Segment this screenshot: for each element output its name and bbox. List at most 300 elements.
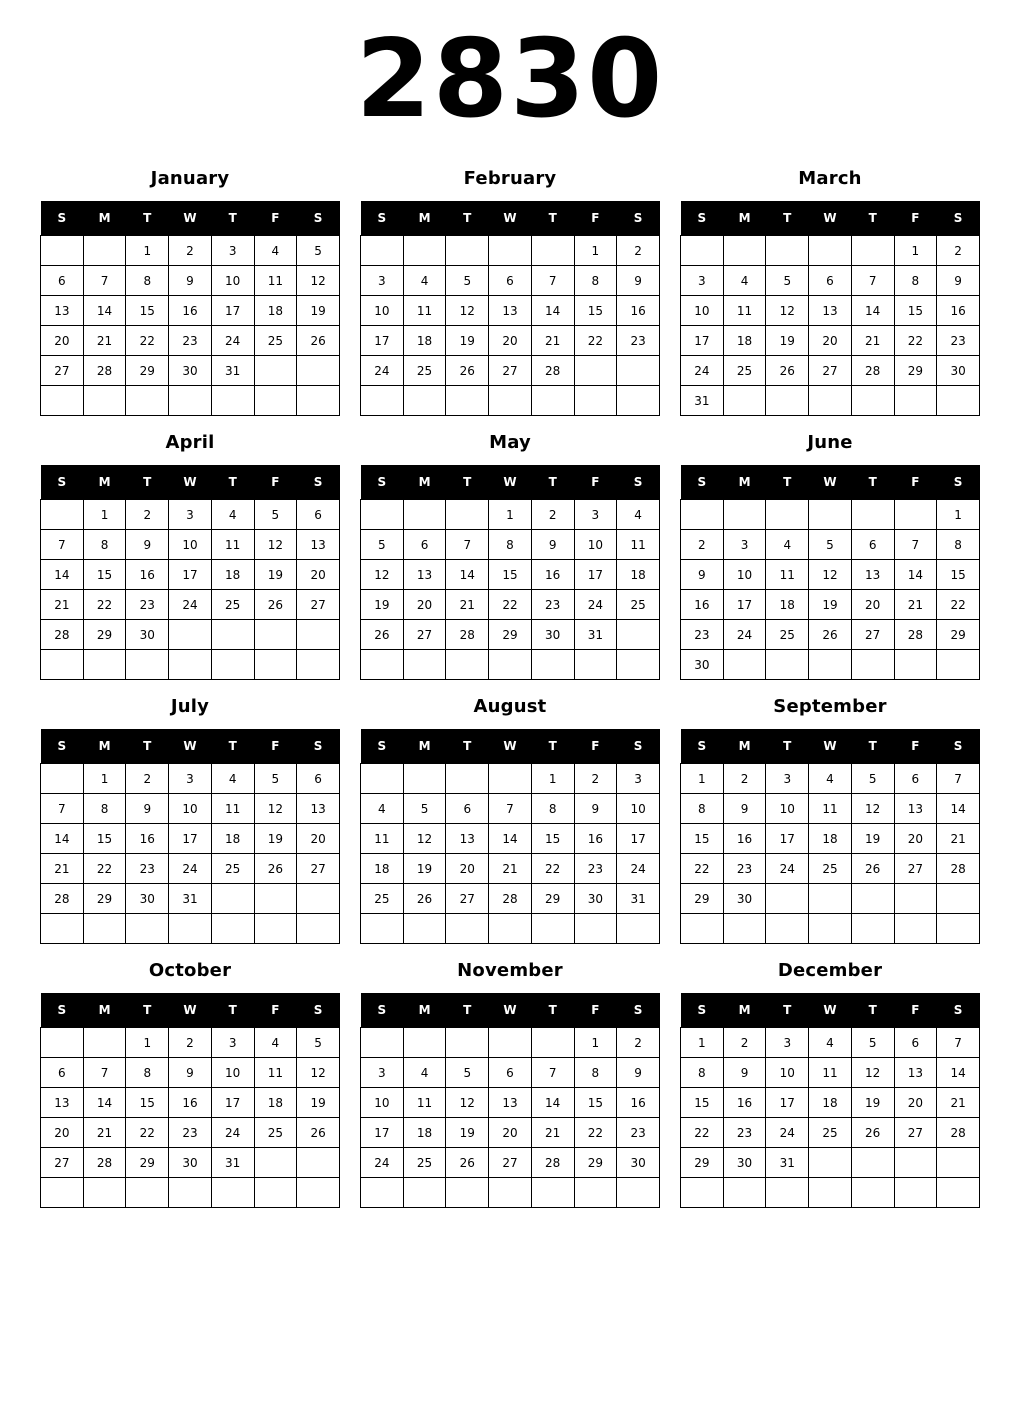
- day-cell[interactable]: 2: [126, 500, 169, 530]
- day-cell[interactable]: 27: [894, 1118, 937, 1148]
- day-cell[interactable]: 19: [766, 326, 809, 356]
- day-cell[interactable]: 26: [766, 356, 809, 386]
- day-cell[interactable]: 30: [126, 884, 169, 914]
- day-cell[interactable]: 4: [809, 764, 852, 794]
- day-cell[interactable]: 2: [617, 1028, 660, 1058]
- day-cell[interactable]: 4: [723, 266, 766, 296]
- day-cell[interactable]: 11: [723, 296, 766, 326]
- day-cell[interactable]: 13: [489, 296, 532, 326]
- day-cell[interactable]: 4: [766, 530, 809, 560]
- day-cell[interactable]: 1: [126, 1028, 169, 1058]
- day-cell[interactable]: 17: [766, 1088, 809, 1118]
- day-cell[interactable]: 14: [83, 296, 126, 326]
- day-cell[interactable]: 8: [126, 1058, 169, 1088]
- day-cell[interactable]: 22: [126, 1118, 169, 1148]
- day-cell[interactable]: 9: [126, 794, 169, 824]
- day-cell[interactable]: 18: [809, 1088, 852, 1118]
- day-cell[interactable]: 24: [766, 854, 809, 884]
- day-cell[interactable]: 23: [531, 590, 574, 620]
- day-cell[interactable]: 4: [211, 764, 254, 794]
- day-cell[interactable]: 24: [361, 1148, 404, 1178]
- day-cell[interactable]: 1: [574, 1028, 617, 1058]
- day-cell[interactable]: 30: [681, 650, 724, 680]
- day-cell[interactable]: 21: [531, 1118, 574, 1148]
- day-cell[interactable]: 21: [937, 824, 980, 854]
- day-cell[interactable]: 1: [894, 236, 937, 266]
- day-cell[interactable]: 27: [489, 356, 532, 386]
- day-cell[interactable]: 25: [617, 590, 660, 620]
- day-cell[interactable]: 21: [41, 854, 84, 884]
- day-cell[interactable]: 21: [531, 326, 574, 356]
- day-cell[interactable]: 6: [446, 794, 489, 824]
- day-cell[interactable]: 2: [681, 530, 724, 560]
- day-cell[interactable]: 10: [681, 296, 724, 326]
- day-cell[interactable]: 19: [297, 296, 340, 326]
- day-cell[interactable]: 7: [41, 794, 84, 824]
- day-cell[interactable]: 26: [851, 854, 894, 884]
- day-cell[interactable]: 17: [766, 824, 809, 854]
- day-cell[interactable]: 26: [446, 1148, 489, 1178]
- day-cell[interactable]: 1: [937, 500, 980, 530]
- day-cell[interactable]: 11: [254, 1058, 297, 1088]
- day-cell[interactable]: 10: [574, 530, 617, 560]
- day-cell[interactable]: 27: [297, 590, 340, 620]
- day-cell[interactable]: 7: [41, 530, 84, 560]
- day-cell[interactable]: 20: [41, 326, 84, 356]
- day-cell[interactable]: 4: [403, 266, 446, 296]
- day-cell[interactable]: 17: [723, 590, 766, 620]
- day-cell[interactable]: 11: [211, 794, 254, 824]
- day-cell[interactable]: 27: [809, 356, 852, 386]
- day-cell[interactable]: 18: [723, 326, 766, 356]
- day-cell[interactable]: 16: [531, 560, 574, 590]
- day-cell[interactable]: 29: [894, 356, 937, 386]
- day-cell[interactable]: 6: [851, 530, 894, 560]
- day-cell[interactable]: 15: [83, 560, 126, 590]
- day-cell[interactable]: 3: [723, 530, 766, 560]
- day-cell[interactable]: 23: [681, 620, 724, 650]
- day-cell[interactable]: 22: [894, 326, 937, 356]
- day-cell[interactable]: 26: [809, 620, 852, 650]
- day-cell[interactable]: 21: [83, 1118, 126, 1148]
- day-cell[interactable]: 3: [361, 1058, 404, 1088]
- day-cell[interactable]: 26: [361, 620, 404, 650]
- day-cell[interactable]: 17: [617, 824, 660, 854]
- day-cell[interactable]: 15: [83, 824, 126, 854]
- day-cell[interactable]: 22: [937, 590, 980, 620]
- day-cell[interactable]: 23: [126, 590, 169, 620]
- day-cell[interactable]: 19: [446, 1118, 489, 1148]
- day-cell[interactable]: 5: [254, 764, 297, 794]
- day-cell[interactable]: 6: [894, 764, 937, 794]
- day-cell[interactable]: 13: [446, 824, 489, 854]
- day-cell[interactable]: 22: [531, 854, 574, 884]
- day-cell[interactable]: 14: [41, 824, 84, 854]
- day-cell[interactable]: 14: [531, 1088, 574, 1118]
- day-cell[interactable]: 7: [937, 764, 980, 794]
- day-cell[interactable]: 13: [894, 794, 937, 824]
- day-cell[interactable]: 29: [83, 620, 126, 650]
- day-cell[interactable]: 3: [766, 1028, 809, 1058]
- day-cell[interactable]: 18: [403, 326, 446, 356]
- day-cell[interactable]: 11: [809, 794, 852, 824]
- day-cell[interactable]: 12: [446, 296, 489, 326]
- day-cell[interactable]: 9: [531, 530, 574, 560]
- day-cell[interactable]: 21: [489, 854, 532, 884]
- day-cell[interactable]: 10: [169, 794, 212, 824]
- day-cell[interactable]: 7: [531, 266, 574, 296]
- day-cell[interactable]: 9: [574, 794, 617, 824]
- day-cell[interactable]: 30: [723, 884, 766, 914]
- day-cell[interactable]: 24: [766, 1118, 809, 1148]
- day-cell[interactable]: 24: [723, 620, 766, 650]
- day-cell[interactable]: 18: [211, 824, 254, 854]
- day-cell[interactable]: 12: [766, 296, 809, 326]
- day-cell[interactable]: 21: [937, 1088, 980, 1118]
- day-cell[interactable]: 15: [681, 824, 724, 854]
- day-cell[interactable]: 9: [617, 266, 660, 296]
- day-cell[interactable]: 1: [83, 764, 126, 794]
- day-cell[interactable]: 4: [254, 1028, 297, 1058]
- day-cell[interactable]: 5: [851, 1028, 894, 1058]
- day-cell[interactable]: 15: [574, 1088, 617, 1118]
- day-cell[interactable]: 8: [126, 266, 169, 296]
- day-cell[interactable]: 29: [126, 1148, 169, 1178]
- day-cell[interactable]: 20: [297, 824, 340, 854]
- day-cell[interactable]: 31: [681, 386, 724, 416]
- day-cell[interactable]: 11: [403, 296, 446, 326]
- day-cell[interactable]: 23: [574, 854, 617, 884]
- day-cell[interactable]: 20: [894, 1088, 937, 1118]
- day-cell[interactable]: 17: [211, 1088, 254, 1118]
- day-cell[interactable]: 28: [41, 620, 84, 650]
- day-cell[interactable]: 20: [297, 560, 340, 590]
- day-cell[interactable]: 5: [297, 236, 340, 266]
- day-cell[interactable]: 15: [126, 296, 169, 326]
- day-cell[interactable]: 23: [723, 854, 766, 884]
- day-cell[interactable]: 8: [83, 794, 126, 824]
- day-cell[interactable]: 12: [446, 1088, 489, 1118]
- day-cell[interactable]: 27: [41, 356, 84, 386]
- day-cell[interactable]: 12: [851, 794, 894, 824]
- day-cell[interactable]: 14: [531, 296, 574, 326]
- day-cell[interactable]: 6: [809, 266, 852, 296]
- day-cell[interactable]: 16: [169, 1088, 212, 1118]
- day-cell[interactable]: 9: [617, 1058, 660, 1088]
- day-cell[interactable]: 17: [361, 326, 404, 356]
- day-cell[interactable]: 12: [297, 1058, 340, 1088]
- day-cell[interactable]: 13: [809, 296, 852, 326]
- day-cell[interactable]: 10: [169, 530, 212, 560]
- day-cell[interactable]: 28: [937, 1118, 980, 1148]
- day-cell[interactable]: 26: [254, 854, 297, 884]
- day-cell[interactable]: 3: [681, 266, 724, 296]
- day-cell[interactable]: 14: [894, 560, 937, 590]
- day-cell[interactable]: 19: [254, 824, 297, 854]
- day-cell[interactable]: 9: [126, 530, 169, 560]
- day-cell[interactable]: 29: [531, 884, 574, 914]
- day-cell[interactable]: 9: [681, 560, 724, 590]
- day-cell[interactable]: 13: [41, 296, 84, 326]
- day-cell[interactable]: 2: [126, 764, 169, 794]
- day-cell[interactable]: 9: [937, 266, 980, 296]
- day-cell[interactable]: 14: [83, 1088, 126, 1118]
- day-cell[interactable]: 7: [489, 794, 532, 824]
- day-cell[interactable]: 28: [489, 884, 532, 914]
- day-cell[interactable]: 9: [169, 266, 212, 296]
- day-cell[interactable]: 6: [297, 764, 340, 794]
- day-cell[interactable]: 3: [766, 764, 809, 794]
- day-cell[interactable]: 21: [851, 326, 894, 356]
- day-cell[interactable]: 18: [211, 560, 254, 590]
- day-cell[interactable]: 2: [723, 764, 766, 794]
- day-cell[interactable]: 8: [489, 530, 532, 560]
- day-cell[interactable]: 2: [723, 1028, 766, 1058]
- day-cell[interactable]: 13: [297, 530, 340, 560]
- day-cell[interactable]: 16: [126, 560, 169, 590]
- day-cell[interactable]: 15: [489, 560, 532, 590]
- day-cell[interactable]: 8: [894, 266, 937, 296]
- day-cell[interactable]: 25: [809, 854, 852, 884]
- day-cell[interactable]: 9: [169, 1058, 212, 1088]
- day-cell[interactable]: 23: [169, 1118, 212, 1148]
- day-cell[interactable]: 24: [574, 590, 617, 620]
- day-cell[interactable]: 19: [809, 590, 852, 620]
- day-cell[interactable]: 30: [126, 620, 169, 650]
- day-cell[interactable]: 19: [851, 1088, 894, 1118]
- day-cell[interactable]: 6: [297, 500, 340, 530]
- day-cell[interactable]: 22: [83, 854, 126, 884]
- day-cell[interactable]: 24: [617, 854, 660, 884]
- day-cell[interactable]: 5: [446, 1058, 489, 1088]
- day-cell[interactable]: 15: [126, 1088, 169, 1118]
- day-cell[interactable]: 16: [937, 296, 980, 326]
- day-cell[interactable]: 8: [83, 530, 126, 560]
- day-cell[interactable]: 19: [851, 824, 894, 854]
- day-cell[interactable]: 31: [617, 884, 660, 914]
- day-cell[interactable]: 2: [617, 236, 660, 266]
- day-cell[interactable]: 11: [809, 1058, 852, 1088]
- day-cell[interactable]: 25: [361, 884, 404, 914]
- day-cell[interactable]: 20: [446, 854, 489, 884]
- day-cell[interactable]: 20: [403, 590, 446, 620]
- day-cell[interactable]: 24: [211, 326, 254, 356]
- day-cell[interactable]: 26: [851, 1118, 894, 1148]
- day-cell[interactable]: 24: [169, 854, 212, 884]
- day-cell[interactable]: 20: [489, 326, 532, 356]
- day-cell[interactable]: 31: [211, 356, 254, 386]
- day-cell[interactable]: 30: [574, 884, 617, 914]
- day-cell[interactable]: 26: [403, 884, 446, 914]
- day-cell[interactable]: 19: [297, 1088, 340, 1118]
- day-cell[interactable]: 10: [361, 1088, 404, 1118]
- day-cell[interactable]: 11: [766, 560, 809, 590]
- day-cell[interactable]: 4: [254, 236, 297, 266]
- day-cell[interactable]: 6: [894, 1028, 937, 1058]
- day-cell[interactable]: 26: [254, 590, 297, 620]
- day-cell[interactable]: 18: [766, 590, 809, 620]
- day-cell[interactable]: 1: [681, 764, 724, 794]
- day-cell[interactable]: 6: [403, 530, 446, 560]
- day-cell[interactable]: 28: [937, 854, 980, 884]
- day-cell[interactable]: 28: [41, 884, 84, 914]
- day-cell[interactable]: 28: [531, 356, 574, 386]
- day-cell[interactable]: 18: [617, 560, 660, 590]
- day-cell[interactable]: 2: [169, 1028, 212, 1058]
- day-cell[interactable]: 31: [169, 884, 212, 914]
- day-cell[interactable]: 1: [489, 500, 532, 530]
- day-cell[interactable]: 22: [681, 1118, 724, 1148]
- day-cell[interactable]: 12: [851, 1058, 894, 1088]
- day-cell[interactable]: 22: [574, 1118, 617, 1148]
- day-cell[interactable]: 22: [574, 326, 617, 356]
- day-cell[interactable]: 17: [574, 560, 617, 590]
- day-cell[interactable]: 29: [681, 884, 724, 914]
- day-cell[interactable]: 19: [446, 326, 489, 356]
- day-cell[interactable]: 28: [446, 620, 489, 650]
- day-cell[interactable]: 27: [41, 1148, 84, 1178]
- day-cell[interactable]: 2: [531, 500, 574, 530]
- day-cell[interactable]: 27: [489, 1148, 532, 1178]
- day-cell[interactable]: 19: [361, 590, 404, 620]
- day-cell[interactable]: 4: [361, 794, 404, 824]
- day-cell[interactable]: 12: [297, 266, 340, 296]
- day-cell[interactable]: 21: [446, 590, 489, 620]
- day-cell[interactable]: 17: [361, 1118, 404, 1148]
- day-cell[interactable]: 28: [894, 620, 937, 650]
- day-cell[interactable]: 8: [531, 794, 574, 824]
- day-cell[interactable]: 5: [809, 530, 852, 560]
- day-cell[interactable]: 27: [894, 854, 937, 884]
- day-cell[interactable]: 14: [937, 1058, 980, 1088]
- day-cell[interactable]: 3: [617, 764, 660, 794]
- day-cell[interactable]: 28: [531, 1148, 574, 1178]
- day-cell[interactable]: 21: [41, 590, 84, 620]
- day-cell[interactable]: 30: [169, 1148, 212, 1178]
- day-cell[interactable]: 5: [361, 530, 404, 560]
- day-cell[interactable]: 25: [254, 1118, 297, 1148]
- day-cell[interactable]: 5: [297, 1028, 340, 1058]
- day-cell[interactable]: 26: [446, 356, 489, 386]
- day-cell[interactable]: 16: [617, 296, 660, 326]
- day-cell[interactable]: 6: [41, 1058, 84, 1088]
- day-cell[interactable]: 25: [254, 326, 297, 356]
- day-cell[interactable]: 14: [489, 824, 532, 854]
- day-cell[interactable]: 14: [851, 296, 894, 326]
- day-cell[interactable]: 29: [489, 620, 532, 650]
- day-cell[interactable]: 19: [403, 854, 446, 884]
- day-cell[interactable]: 24: [169, 590, 212, 620]
- day-cell[interactable]: 8: [937, 530, 980, 560]
- day-cell[interactable]: 3: [169, 500, 212, 530]
- day-cell[interactable]: 29: [83, 884, 126, 914]
- day-cell[interactable]: 20: [489, 1118, 532, 1148]
- day-cell[interactable]: 24: [361, 356, 404, 386]
- day-cell[interactable]: 23: [126, 854, 169, 884]
- day-cell[interactable]: 25: [403, 1148, 446, 1178]
- day-cell[interactable]: 3: [361, 266, 404, 296]
- day-cell[interactable]: 5: [766, 266, 809, 296]
- day-cell[interactable]: 2: [169, 236, 212, 266]
- day-cell[interactable]: 1: [574, 236, 617, 266]
- day-cell[interactable]: 30: [617, 1148, 660, 1178]
- day-cell[interactable]: 6: [489, 1058, 532, 1088]
- day-cell[interactable]: 22: [126, 326, 169, 356]
- day-cell[interactable]: 3: [169, 764, 212, 794]
- day-cell[interactable]: 25: [403, 356, 446, 386]
- day-cell[interactable]: 11: [361, 824, 404, 854]
- day-cell[interactable]: 22: [489, 590, 532, 620]
- day-cell[interactable]: 12: [361, 560, 404, 590]
- day-cell[interactable]: 7: [894, 530, 937, 560]
- day-cell[interactable]: 4: [403, 1058, 446, 1088]
- day-cell[interactable]: 14: [937, 794, 980, 824]
- day-cell[interactable]: 30: [937, 356, 980, 386]
- day-cell[interactable]: 6: [489, 266, 532, 296]
- day-cell[interactable]: 13: [403, 560, 446, 590]
- day-cell[interactable]: 13: [41, 1088, 84, 1118]
- day-cell[interactable]: 10: [361, 296, 404, 326]
- day-cell[interactable]: 4: [617, 500, 660, 530]
- day-cell[interactable]: 7: [937, 1028, 980, 1058]
- day-cell[interactable]: 22: [83, 590, 126, 620]
- day-cell[interactable]: 17: [211, 296, 254, 326]
- day-cell[interactable]: 26: [297, 326, 340, 356]
- day-cell[interactable]: 20: [894, 824, 937, 854]
- day-cell[interactable]: 10: [211, 266, 254, 296]
- day-cell[interactable]: 1: [83, 500, 126, 530]
- day-cell[interactable]: 25: [766, 620, 809, 650]
- day-cell[interactable]: 29: [574, 1148, 617, 1178]
- day-cell[interactable]: 20: [809, 326, 852, 356]
- day-cell[interactable]: 10: [617, 794, 660, 824]
- day-cell[interactable]: 16: [126, 824, 169, 854]
- day-cell[interactable]: 13: [894, 1058, 937, 1088]
- day-cell[interactable]: 21: [894, 590, 937, 620]
- day-cell[interactable]: 10: [723, 560, 766, 590]
- day-cell[interactable]: 23: [169, 326, 212, 356]
- day-cell[interactable]: 11: [254, 266, 297, 296]
- day-cell[interactable]: 7: [446, 530, 489, 560]
- day-cell[interactable]: 27: [403, 620, 446, 650]
- day-cell[interactable]: 3: [211, 1028, 254, 1058]
- day-cell[interactable]: 8: [681, 794, 724, 824]
- day-cell[interactable]: 6: [41, 266, 84, 296]
- day-cell[interactable]: 5: [403, 794, 446, 824]
- day-cell[interactable]: 7: [531, 1058, 574, 1088]
- day-cell[interactable]: 16: [681, 590, 724, 620]
- day-cell[interactable]: 13: [851, 560, 894, 590]
- day-cell[interactable]: 12: [403, 824, 446, 854]
- day-cell[interactable]: 19: [254, 560, 297, 590]
- day-cell[interactable]: 10: [766, 794, 809, 824]
- day-cell[interactable]: 18: [809, 824, 852, 854]
- day-cell[interactable]: 20: [851, 590, 894, 620]
- day-cell[interactable]: 29: [126, 356, 169, 386]
- day-cell[interactable]: 27: [446, 884, 489, 914]
- day-cell[interactable]: 16: [723, 824, 766, 854]
- day-cell[interactable]: 21: [83, 326, 126, 356]
- day-cell[interactable]: 31: [211, 1148, 254, 1178]
- day-cell[interactable]: 10: [766, 1058, 809, 1088]
- day-cell[interactable]: 27: [851, 620, 894, 650]
- day-cell[interactable]: 17: [681, 326, 724, 356]
- day-cell[interactable]: 7: [851, 266, 894, 296]
- day-cell[interactable]: 4: [211, 500, 254, 530]
- day-cell[interactable]: 28: [851, 356, 894, 386]
- day-cell[interactable]: 25: [723, 356, 766, 386]
- day-cell[interactable]: 8: [574, 266, 617, 296]
